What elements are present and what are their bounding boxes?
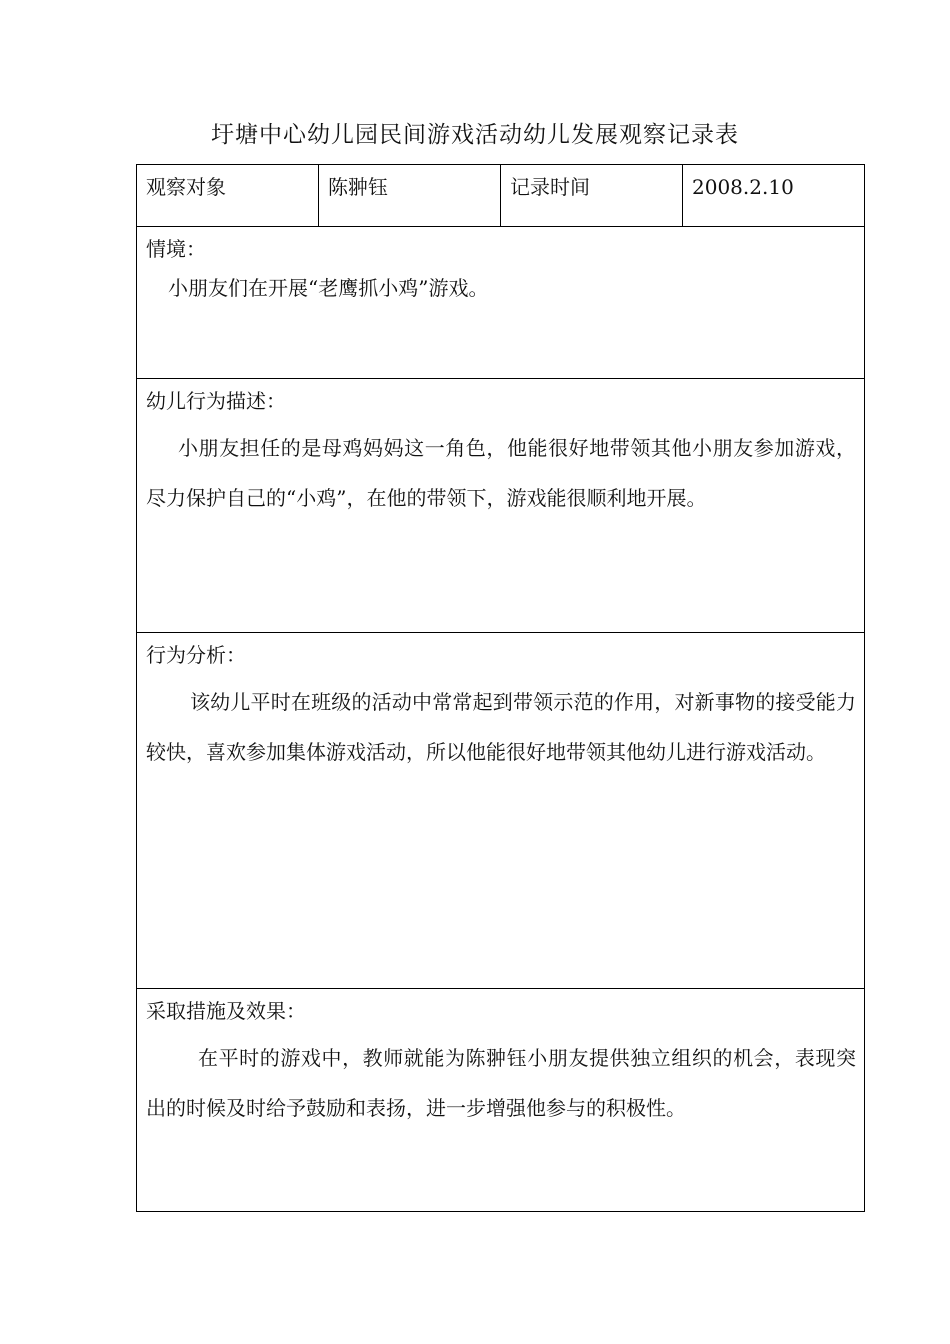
- measures-body: 在平时的游戏中，教师就能为陈翀钰小朋友提供独立组织的机会，表现突出的时候及时给予鼓励和表扬，进一步增强他参与的积极性。: [146, 1046, 856, 1120]
- situation-heading: 情境：: [146, 237, 206, 261]
- page-title: 圩塘中心幼儿园民间游戏活动幼儿发展观察记录表: [211, 122, 739, 148]
- header-row: [137, 165, 865, 227]
- behavior-body: 小朋友担任的是母鸡妈妈这一角色，他能很好地带领其他小朋友参加游戏，尽力保护自己的“小鸡”，在他的带领下，游戏能很顺利地开展。: [146, 436, 856, 510]
- observe-target-label: 观察对象: [137, 165, 319, 227]
- analysis-row: [137, 633, 865, 989]
- analysis-body: 该幼儿平时在班级的活动中常常起到带领示范的作用，对新事物的接受能力较快，喜欢参加集体游戏活动，所以他能很好地带领其他幼儿进行游戏活动。: [146, 690, 856, 764]
- situation-body: 小朋友们在开展“老鹰抓小鸡”游戏。: [168, 276, 489, 300]
- measures-row: [137, 989, 865, 1212]
- observation-record-table: [136, 164, 865, 1212]
- behavior-heading: 幼儿行为描述：: [146, 389, 286, 413]
- measures-heading: 采取措施及效果：: [146, 999, 306, 1023]
- observe-target-value: 陈翀钰: [319, 165, 501, 227]
- situation-row: [137, 227, 865, 379]
- analysis-heading: 行为分析：: [146, 643, 246, 667]
- situation-section: [137, 227, 865, 379]
- record-time-value: 2008.2.10: [683, 165, 865, 227]
- analysis-section: [137, 633, 865, 989]
- measures-section: [137, 989, 865, 1212]
- behavior-row: [137, 379, 865, 633]
- record-time-label: 记录时间: [501, 165, 683, 227]
- behavior-section: [137, 379, 865, 633]
